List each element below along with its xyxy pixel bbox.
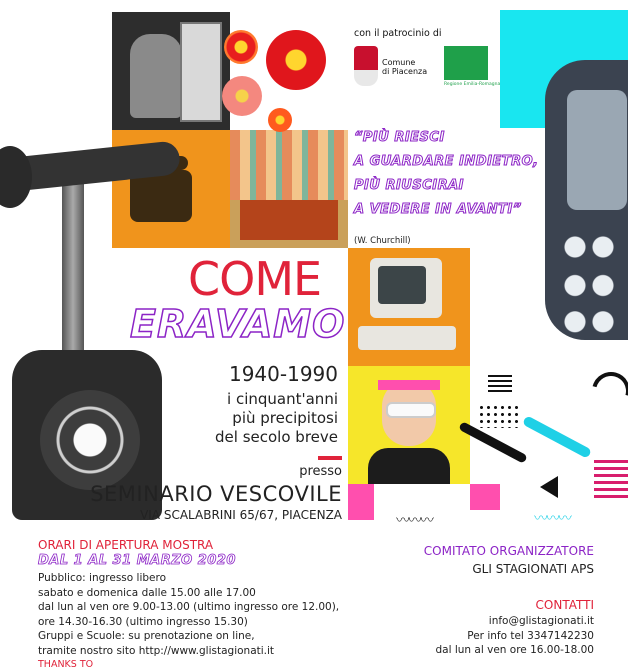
computer-screen — [378, 266, 426, 304]
subtitle-line: più precipitosi — [232, 409, 338, 427]
dot-grid — [478, 404, 522, 428]
hours-line: ore 14.30-16.30 (ultimo ingresso 15.30) — [38, 615, 248, 628]
subtitle — [215, 390, 338, 447]
mobile-screen — [567, 90, 627, 210]
headband — [378, 380, 440, 390]
contact-email: info@glistagionati.it — [488, 615, 594, 627]
flower-icon — [266, 30, 326, 90]
quote-line: A VEDERE IN AVANTI” — [354, 202, 522, 217]
telephone-stand — [62, 180, 84, 356]
photo-fridge — [112, 12, 230, 130]
contacts-title: CONTATTI — [535, 598, 594, 612]
subtitle-line: del secolo breve — [215, 428, 338, 446]
years: 1940-1990 — [228, 362, 338, 386]
mobile-keypad — [561, 225, 628, 335]
thanks-label: THANKS TO — [38, 659, 94, 670]
hours-title: ORARI DI APERTURA MOSTRA — [38, 538, 214, 552]
quote — [354, 126, 538, 222]
arc-shape — [585, 365, 628, 417]
mobile-phone-icon — [545, 60, 628, 340]
committee-title: COMITATO ORGANIZZATORE — [423, 544, 594, 558]
committee-name: GLI STAGIONATI APS — [472, 562, 594, 576]
computer-monitor — [370, 258, 442, 318]
hours-details — [38, 571, 339, 659]
contact-phone: Per info tel 3347142230 — [467, 629, 594, 642]
hours-line: sabato e domenica dalle 15.00 alle 17.00 — [38, 586, 256, 599]
pink-square — [470, 484, 500, 510]
comune-label: Comune di Piacenza — [382, 58, 428, 76]
photo-eighties-woman — [348, 366, 470, 484]
subtitle-line: i cinquant'anni — [227, 390, 338, 408]
striped-square — [594, 458, 628, 498]
region-logo-icon — [444, 46, 488, 80]
venue-presso: presso — [299, 464, 342, 479]
venue-name: SEMINARIO VESCOVILE — [90, 482, 342, 506]
contact-hours: dal lun al ven ore 16.00-18.00 — [435, 644, 594, 657]
coat-of-arms-icon — [354, 46, 378, 86]
hours-line: dal lun al ven ore 9.00-13.00 (ultimo ingresso ore 12.00), — [38, 601, 340, 614]
pink-square — [348, 484, 374, 520]
wallpaper — [230, 130, 348, 200]
title-line2: ERAVAMO — [130, 302, 346, 346]
title-line1: COME — [188, 252, 322, 306]
patronage-label: con il patrocinio di — [354, 28, 442, 39]
flower-icon — [224, 30, 258, 64]
quote-author: (W. Churchill) — [354, 236, 411, 246]
cabinet — [240, 200, 338, 240]
hours-line: Gruppi e Scuole: su prenotazione on line, — [38, 630, 255, 643]
hours-line: tramite nostro sito http://www.glistagionati.it — [38, 644, 275, 657]
hours-dates: DAL 1 AL 31 MARZO 2020 — [38, 553, 236, 568]
jacket — [368, 448, 450, 484]
quote-line: PIÙ RIUSCIRAI — [354, 178, 464, 193]
striped-square — [488, 372, 512, 392]
triangle-icon — [540, 476, 558, 498]
photo-retro-room — [230, 130, 348, 248]
quote-line: “PIÙ RIESCI — [354, 130, 445, 145]
divider — [318, 456, 342, 460]
hours-line: Pubblico: ingresso libero — [38, 572, 166, 584]
computer-keyboard — [358, 326, 456, 350]
zigzag-icon: 〰〰〰 — [534, 511, 570, 527]
venue-address: VIA SCALABRINI 65/67, PIACENZA — [140, 508, 342, 522]
region-label: Regione Emilia-Romagna — [444, 82, 501, 87]
zigzag-icon: 〰〰〰 — [396, 513, 432, 529]
fridge-figure — [180, 22, 222, 122]
flower-icon — [268, 108, 292, 132]
woman-figure — [130, 34, 182, 118]
quote-line: A GUARDARE INDIETRO, — [354, 154, 539, 169]
cyan-bar — [522, 415, 592, 459]
glasses — [386, 402, 436, 418]
contacts-details — [436, 614, 595, 658]
retro-computer-icon — [348, 248, 470, 366]
rotary-dial — [40, 390, 140, 490]
flower-icon — [222, 76, 262, 116]
